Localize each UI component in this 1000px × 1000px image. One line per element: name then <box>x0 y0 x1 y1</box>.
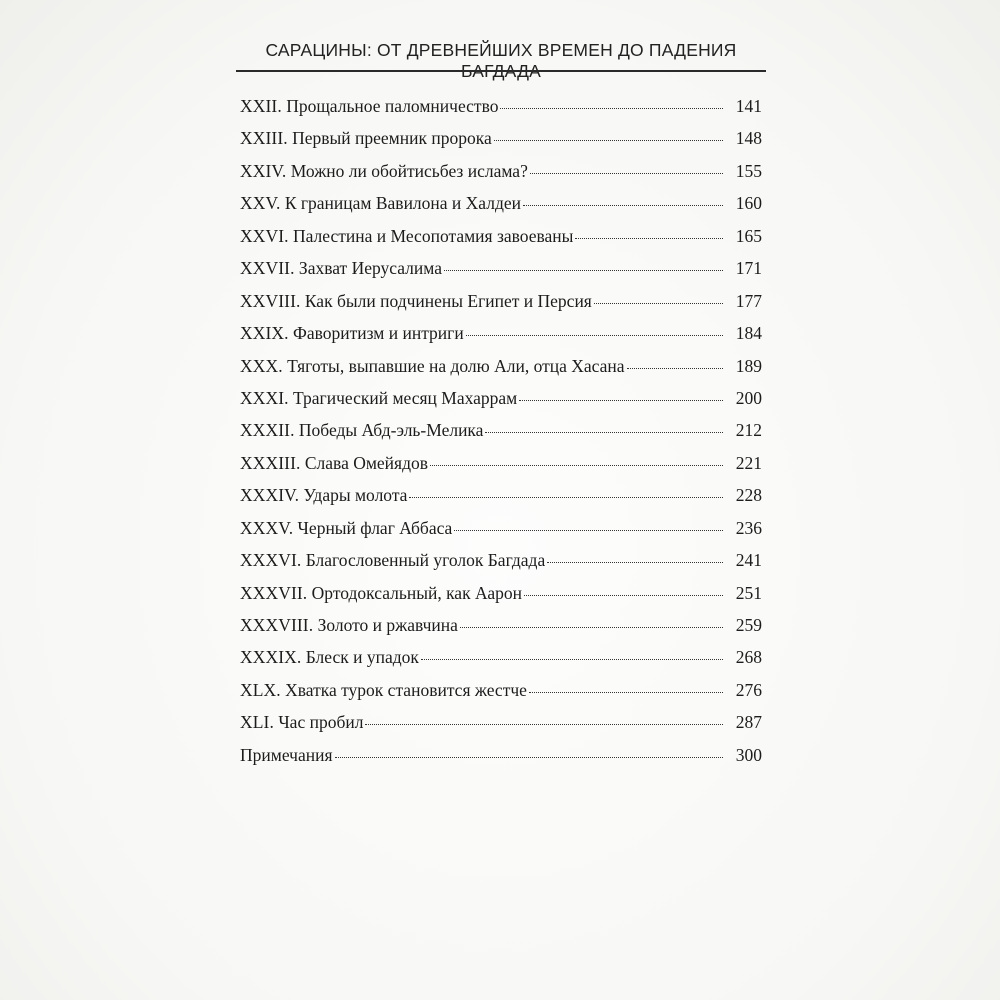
toc-entry-title <box>240 220 573 252</box>
chapter-number: XXXVI. <box>240 550 302 571</box>
chapter-number: XXVIII. <box>240 290 301 311</box>
chapter-number: XXXVII. <box>240 582 308 603</box>
chapter-number: XXIII. <box>240 128 288 149</box>
page-number: 300 <box>735 744 762 765</box>
page-number: 221 <box>735 452 762 473</box>
dot-leader <box>466 335 723 336</box>
dot-leader <box>430 465 723 466</box>
chapter-title: К границам Вавилона и Халдеи <box>284 193 521 214</box>
chapter-number: XXXVIII. <box>240 615 314 635</box>
toc-entry-title <box>240 382 517 414</box>
toc-entry-title <box>240 414 483 446</box>
page-number: 189 <box>735 355 762 376</box>
dot-leader <box>529 692 723 693</box>
dot-leader <box>460 627 723 628</box>
dot-leader <box>500 108 723 109</box>
toc-entry-title <box>240 285 592 317</box>
toc-entry-title <box>240 155 528 187</box>
dot-leader <box>575 238 723 239</box>
chapter-number: XXVI. <box>240 225 289 246</box>
chapter-number: XXX. <box>240 355 283 376</box>
page-number: 155 <box>735 160 762 181</box>
toc-entry-title <box>240 122 492 154</box>
dot-leader <box>523 205 723 206</box>
toc-entry <box>240 739 762 771</box>
dot-leader <box>594 303 723 304</box>
toc-entry-title <box>240 479 407 511</box>
toc-entry-title <box>240 706 363 738</box>
toc-entry-title <box>240 641 419 673</box>
dot-leader <box>454 530 723 531</box>
chapter-title: Час пробил <box>278 712 364 733</box>
chapter-title: Черный флаг Аббаса <box>297 517 453 538</box>
toc-entry <box>240 155 762 187</box>
page-number: 200 <box>735 387 762 408</box>
toc-entry <box>240 641 762 673</box>
chapter-number: XXVII. <box>240 258 295 279</box>
toc-entry <box>240 609 762 641</box>
chapter-number: XXXIII. <box>240 452 301 473</box>
toc-entry <box>240 447 762 479</box>
chapter-title: Ортодоксальный, как Аарон <box>311 582 522 603</box>
chapter-number: XXXIX. <box>240 647 302 668</box>
chapter-number: XXXIV. <box>240 485 300 506</box>
chapter-number: XXXV. <box>240 517 294 538</box>
chapter-number: XXIX. <box>240 323 289 344</box>
dot-leader <box>530 173 723 174</box>
table-of-contents <box>240 90 762 771</box>
chapter-number: XLI. <box>240 712 274 733</box>
page-number: 287 <box>735 712 762 733</box>
chapter-number: XLX. <box>240 679 281 700</box>
page-number: 148 <box>735 128 762 149</box>
toc-entry-title <box>240 544 545 576</box>
chapter-title: Примечания <box>240 744 333 765</box>
toc-entry-title <box>240 577 522 609</box>
page-number: 276 <box>735 679 762 700</box>
dot-leader <box>365 724 723 725</box>
dot-leader <box>627 368 723 369</box>
chapter-title: Тяготы, выпавшие на долю Али, отца Хасана <box>287 355 625 376</box>
page-number: 141 <box>735 96 762 116</box>
chapter-title: Фаворитизм и интриги <box>293 323 464 344</box>
toc-entry <box>240 674 762 706</box>
chapter-number: XXV. <box>240 193 281 214</box>
toc-entry <box>240 187 762 219</box>
dot-leader <box>335 757 723 758</box>
dot-leader <box>494 140 723 141</box>
page-number: 251 <box>735 582 762 603</box>
toc-entry <box>240 479 762 511</box>
dot-leader <box>409 497 723 498</box>
toc-entry <box>240 252 762 284</box>
chapter-number: XXXI. <box>240 387 289 408</box>
chapter-title: Хватка турок становится жестче <box>285 679 527 700</box>
toc-entry <box>240 350 762 382</box>
dot-leader <box>519 400 723 401</box>
chapter-title: Благословенный уголок Багдада <box>305 550 546 571</box>
page-number: 259 <box>735 615 762 635</box>
chapter-number: XXIV. <box>240 160 287 181</box>
chapter-title: Как были подчинены Египет и Персия <box>304 290 592 311</box>
toc-entry-title <box>240 350 625 382</box>
chapter-title: Первый преемник пророка <box>292 128 492 149</box>
dot-leader <box>421 659 723 660</box>
page-number: 165 <box>735 225 762 246</box>
header-rule <box>236 70 766 72</box>
chapter-title: Прощальное паломничество <box>286 96 499 116</box>
chapter-title: Захват Иерусалима <box>298 258 442 279</box>
toc-entry-title <box>240 739 333 771</box>
chapter-number: XXXII. <box>240 420 295 441</box>
chapter-number: XXII. <box>240 96 282 116</box>
chapter-title: Удары молота <box>303 485 408 506</box>
chapter-title: Золото и ржавчина <box>317 615 458 635</box>
chapter-title: Победы Абд-эль-Мелика <box>298 420 484 441</box>
toc-entry-title <box>240 317 464 349</box>
page-number: 177 <box>735 290 762 311</box>
toc-entry <box>240 285 762 317</box>
toc-entry-title <box>240 187 521 219</box>
running-head: САРАЦИНЫ: ОТ ДРЕВНЕЙШИХ ВРЕМЕН ДО ПАДЕНИЯ БАГДАДА <box>265 40 737 81</box>
toc-entry-title <box>240 674 527 706</box>
toc-entry-title <box>240 252 442 284</box>
toc-entry-title <box>240 447 428 479</box>
dot-leader <box>524 595 723 596</box>
dot-leader <box>547 562 723 563</box>
page-number: 212 <box>735 420 762 441</box>
page-number: 171 <box>735 258 762 279</box>
page-number: 268 <box>735 647 762 668</box>
toc-entry <box>240 220 762 252</box>
toc-entry-title <box>240 512 452 544</box>
page-number: 228 <box>735 485 762 506</box>
toc-entry-title <box>240 609 458 641</box>
page-number: 160 <box>735 193 762 214</box>
chapter-title: Трагический месяц Махаррам <box>293 387 518 408</box>
dot-leader <box>444 270 723 271</box>
toc-entry <box>240 512 762 544</box>
toc-entry <box>240 122 762 154</box>
chapter-title: Можно ли обойтисьбез ислама? <box>290 160 528 181</box>
chapter-title: Слава Омейядов <box>304 452 429 473</box>
dot-leader <box>485 432 723 433</box>
toc-entry <box>240 706 762 738</box>
chapter-title: Палестина и Месопотамия завоеваны <box>293 225 574 246</box>
chapter-title: Блеск и упадок <box>305 647 419 668</box>
toc-entry <box>240 382 762 414</box>
toc-entry-title <box>240 90 498 122</box>
toc-entry <box>240 577 762 609</box>
toc-entry <box>240 90 762 122</box>
page-number: 184 <box>735 323 762 344</box>
toc-entry <box>240 317 762 349</box>
page-number: 241 <box>735 550 762 571</box>
toc-entry <box>240 414 762 446</box>
page-number: 236 <box>735 517 762 538</box>
toc-entry <box>240 544 762 576</box>
